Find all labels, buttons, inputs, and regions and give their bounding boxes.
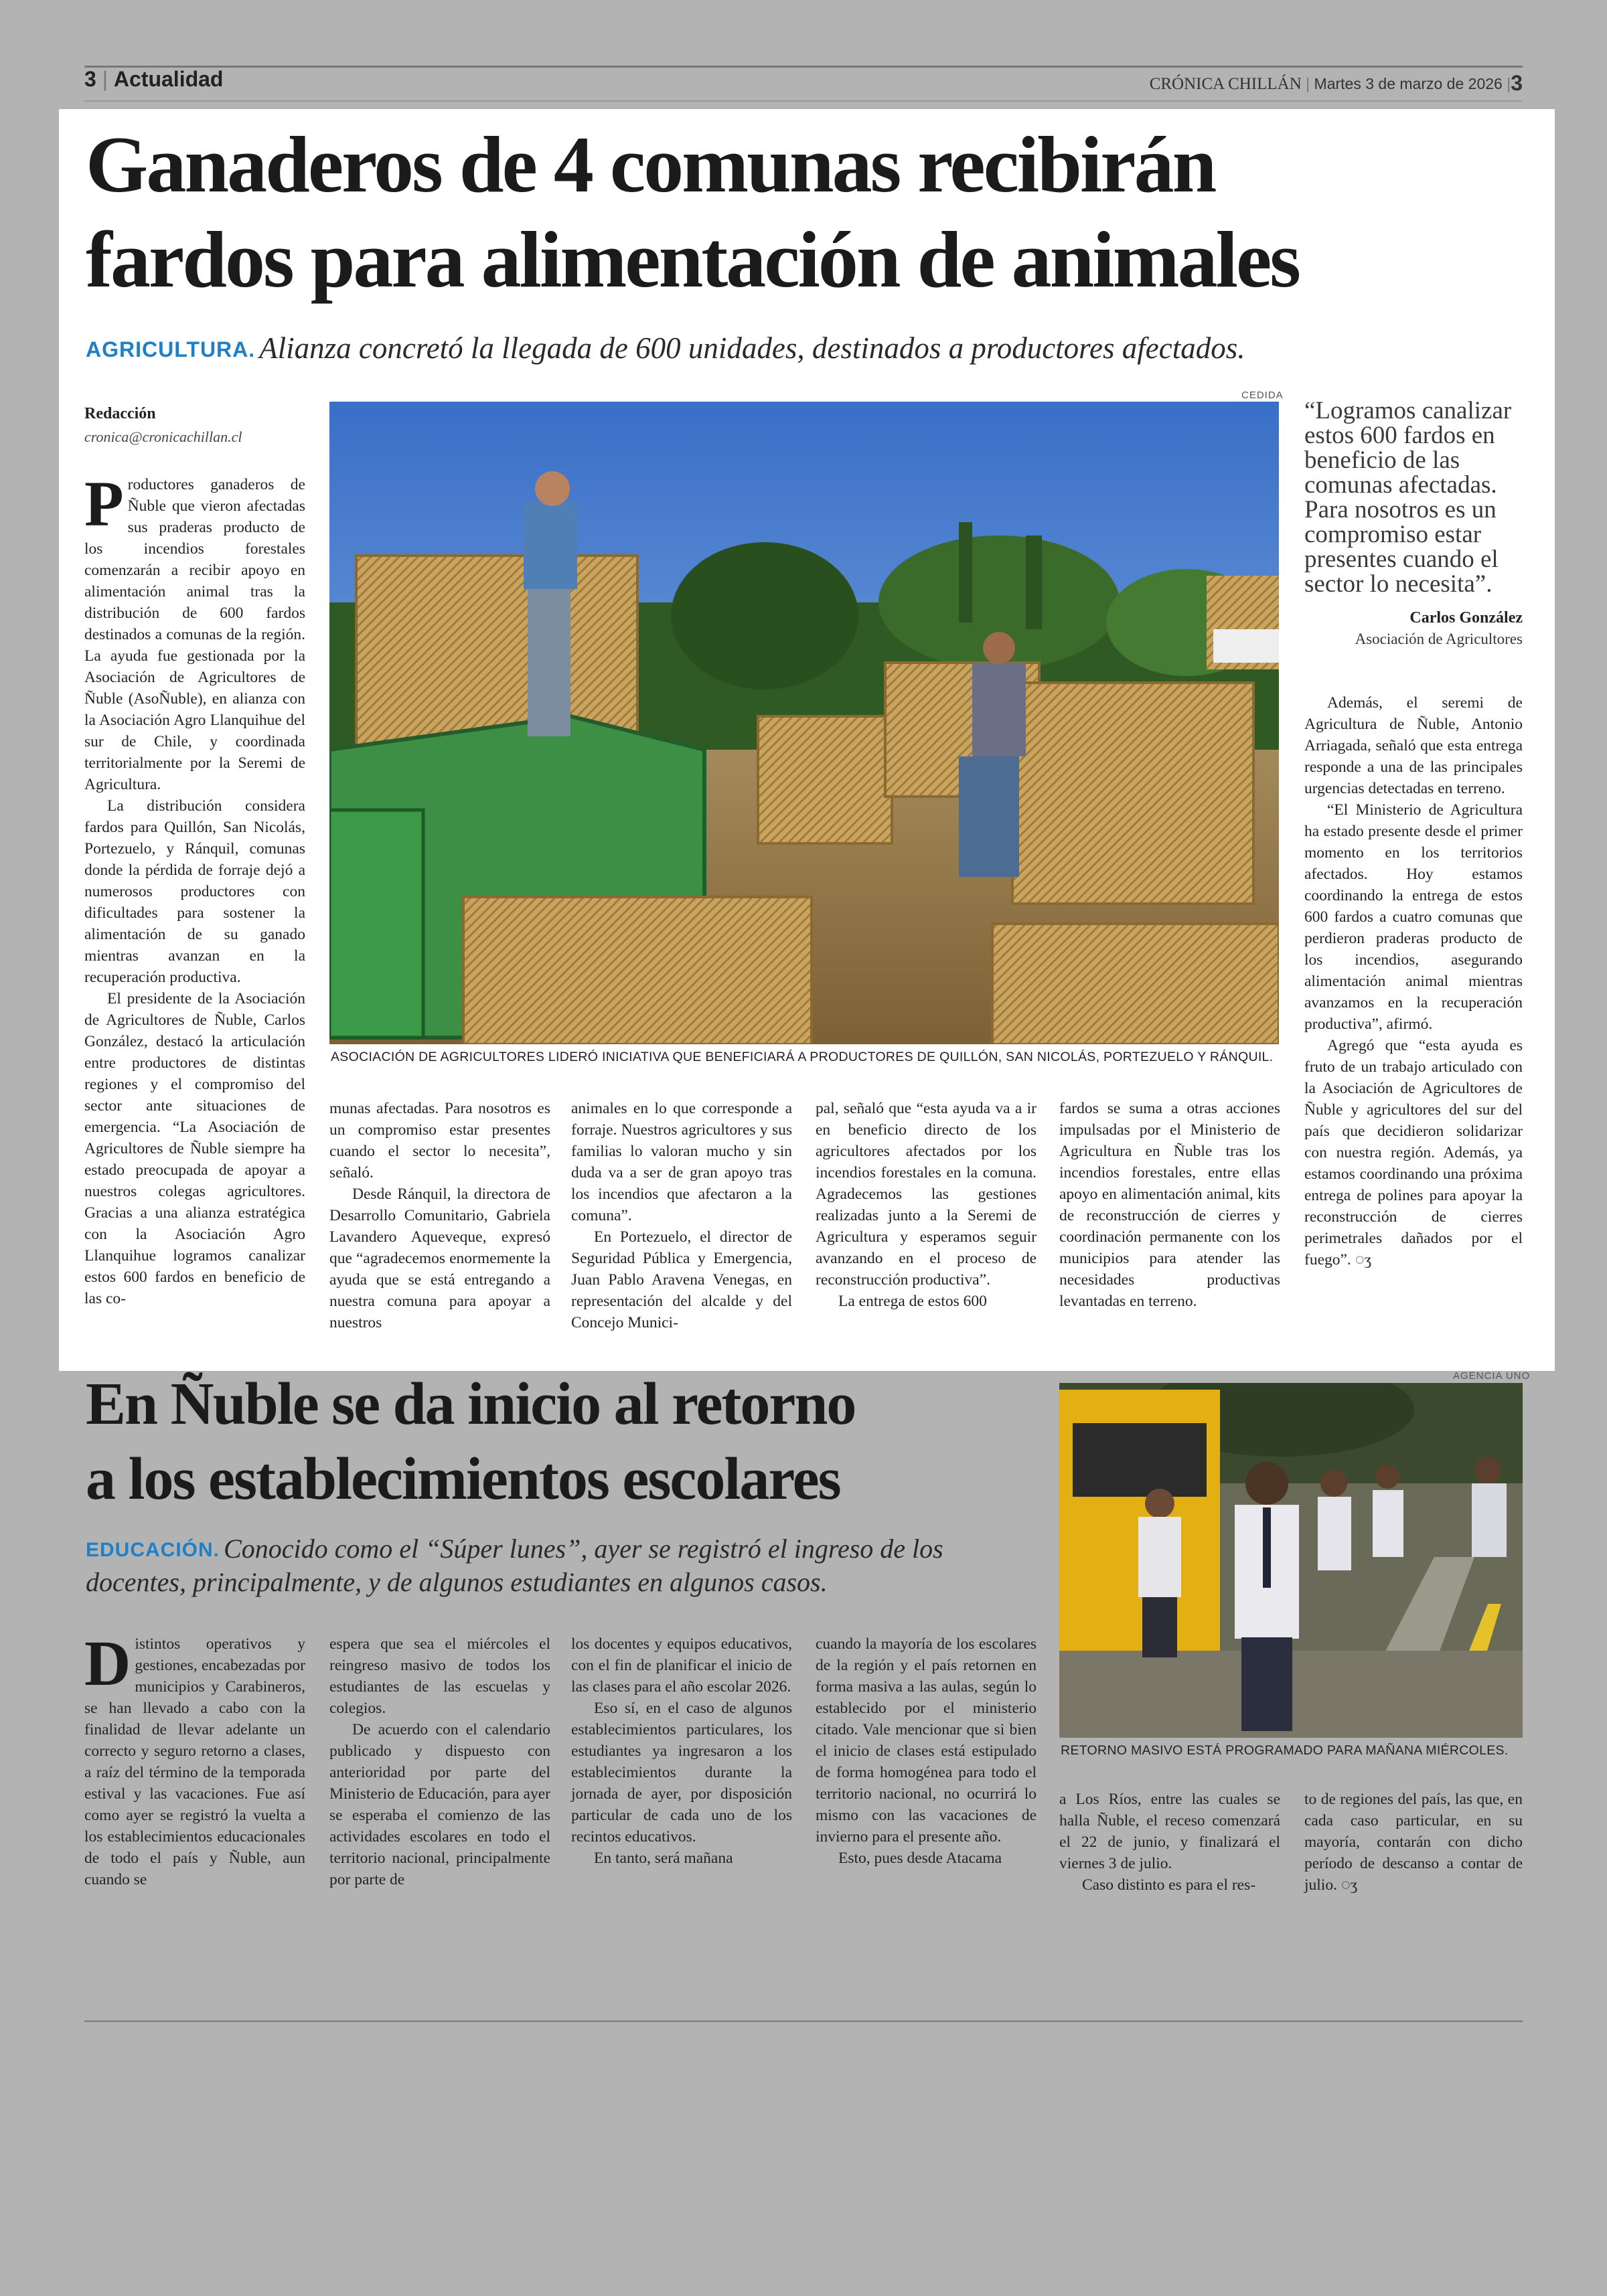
article2-column-2 (329, 1633, 550, 1890)
article2-paragraph: to de regiones del país, las que, en cada caso particular, en su mayoría, contarán con dicho período de descanso a contar de julio. (1304, 1791, 1523, 1894)
article1-paragraph: “El Ministerio de Agricultura ha estado presente desde el primer momento en los territorios afectados. Hoy estamos coordinando la entrega de estos 600 fardos a cuatro comunas que perdieron praderas producto de los incendios, asegurando alimentación animal mientras avanzamos en la recuperación productiva”, afirmó. (1304, 801, 1523, 1033)
article1-paragraph: Desde Ránquil, la directora de Desarrollo Comunitario, Gabriela Lavandero Aqueveque, expresó que “agradecemos enormemente la ayuda que se está entregando a nuestra comuna para apoyar a nuestros (329, 1185, 550, 1331)
pull-quote: “Logramos canalizar estos 600 fardos en beneficio de las comunas afectadas. Para nosotros es un compromiso estar presentes cuando el sector lo necesita”. (1304, 397, 1512, 598)
article2-paragraph: cuando la mayoría de los escolares de la región y el país retornen en forma masiva a las aulas, según lo establecido por el ministerio citado. Vale mencionar que si bien el inicio de clases está estipulado de forma homogénea para todo el territorio nacional, no ocurrirá lo mismo con las vacaciones de invierno para el presente año. (816, 1635, 1037, 1846)
article1-paragraph: El presidente de la Asociación de Agricultores de Ñuble, Carlos González, destacó la articulación entre productores de distintas regiones y el compromiso del sector ante situaciones de emergencia. “La Asociación de Agricultores de Ñuble siempre ha estado preocupada de apoyar a nuestros colegas agricultores. Gracias a una alianza estratégica con la Asociación Agro Llanquihue logramos canalizar estos 600 fardos en beneficio de las co- (84, 990, 305, 1307)
page-header-right: CRÓNICA CHILLÁN | Martes 3 de marzo de 2026 |3 (1149, 71, 1523, 95)
author-email[interactable]: cronica@cronicachillan.cl (84, 428, 242, 445)
article1-paragraph: Agregó que “esta ayuda es fruto de un trabajo articulado con la Asociación de Agricultores de Ñuble y agricultores del sur del país que decidieron solidarizar con nuestra región. Además, ya estamos coordinando una próxima entrega de polines para apoyar la reconstrucción de cierres perimetrales dañados por el fuego”. (1304, 1037, 1523, 1268)
kicker-tag: AGRICULTURA. (86, 337, 256, 361)
article1-column-6 (1304, 692, 1523, 1270)
article1-column-2 (329, 1098, 550, 1333)
article2-headline-line1: En Ñuble se da inicio al retorno (86, 1371, 856, 1437)
hay-bales-photo (329, 402, 1279, 1044)
page-header-left: 3 | Actualidad (84, 67, 224, 91)
article2-paragraph: De acuerdo con el calendario publicado y dispuesto con anterioridad por parte del Ministerio de Educación, para ayer se esperaba el comienzo de las actividades escolares en todo el territorio nacional, principalmente por parte de (329, 1721, 550, 1888)
header-top-rule (84, 66, 1523, 68)
article2-paragraph: los docentes y equipos educativos, con el fin de planificar el inicio de las clases para el año escolar 2026. (571, 1635, 792, 1696)
article1-column-4 (816, 1098, 1037, 1312)
school-return-illustration (1059, 1383, 1523, 1738)
article1-paragraph: La entrega de estos 600 (838, 1293, 987, 1310)
article2-paragraph: Eso sí, en el caso de algunos establecimientos particulares, los estudiantes ya ingresaron a los establecimientos durante la jornada de ayer, por disposición particular de cada uno de los recintos educativos. (571, 1700, 792, 1846)
kicker-text: Alianza concretó la llegada de 600 unidades, destinados a productores afectados. (259, 331, 1245, 365)
article1-column-5 (1059, 1098, 1280, 1312)
end-mark: ◌ʒ (1355, 1251, 1372, 1268)
article1-paragraph: animales en lo que corresponde a forraje. Nuestros agricultores y sus familias lo valoran mucho y sin duda va a ser de gran apoyo tras los incendios que afectaron a la comuna”. (571, 1100, 792, 1224)
article1-paragraph: fardos se suma a otras acciones impulsadas por el Ministerio de Agricultura en Ñuble tras los incendios forestales, entre ellas apoyo en alimentación animal, kits de reconstrucción de cierres y coordinación permanente con los municipios para atender las necesidades productivas levantadas en terreno. (1059, 1100, 1280, 1310)
hay-bales-illustration (329, 402, 1279, 1044)
article2-paragraph: espera que sea el miércoles el reingreso masivo de todos los estudiantes de las escuelas y colegios. (329, 1635, 550, 1717)
issue-date: Martes 3 de marzo de 2026 (1314, 75, 1503, 92)
article1-kicker (86, 331, 1245, 365)
page-number-right: 3 (1511, 71, 1523, 95)
byline: Redacción (84, 405, 156, 422)
article2-kicker (86, 1533, 943, 1598)
photo2-credit: AGENCIA UNO (1453, 1370, 1531, 1382)
header-bottom-rule (84, 100, 1523, 102)
article1-paragraph: La distribución considera fardos para Quillón, San Nicolás, Portezuelo, y Ránquil, comunas donde la pérdida de forraje dejó a numerosos productores con dificultades para sostener la alimentación de su ganado mientras avanzan en la recuperación productiva. (84, 797, 305, 986)
section-name: Actualidad (113, 67, 224, 91)
article1-paragraph: En Portezuelo, el director de Seguridad Pública y Emergencia, Juan Pablo Aravena Venegas, en representación del alcalde y del Concejo Munici- (571, 1228, 792, 1331)
photo1-caption: ASOCIACIÓN DE AGRICULTORES LIDERÓ INICIATIVA QUE BENEFICIARÁ A PRODUCTORES DE QUILLÓN, SAN NICOLÁS, PORTEZUELO Y RÁNQUIL. (331, 1050, 1274, 1064)
article2-paragraph: Esto, pues desde Atacama (838, 1850, 1002, 1867)
article2-column-1 (84, 1627, 305, 1890)
article2-column-3 (571, 1633, 792, 1869)
article1-paragraph: munas afectadas. Para nosotros es un compromiso estar presentes cuando el sector lo necesita”, señaló. (329, 1100, 550, 1181)
school-return-photo (1059, 1383, 1523, 1738)
article1-column-3 (571, 1098, 792, 1333)
article2-column-5 (1059, 1789, 1280, 1896)
dropcap-p: P (84, 468, 124, 540)
photo1-credit: CEDIDA (1241, 390, 1284, 401)
article2-paragraph: Caso distinto es para el res- (1082, 1876, 1256, 1894)
quote-role: Asociación de Agricultores (1355, 631, 1523, 647)
article2-paragraph: a Los Ríos, entre las cuales se halla Ñuble, el receso comenzará el 22 de junio, y finalizará el viernes 3 de julio. (1059, 1791, 1280, 1872)
article1-column-1 (84, 468, 305, 1309)
article2-paragraph: istintos operativos y gestiones, encabezadas por municipios y Carabineros, se han llevado a cabo con la finalidad de llevar adelante un correcto y seguro retorno a clases, a raíz del término de la temporada estival y las vacaciones. Fue así como ayer se registró la vuelta a los establecimientos educacionales de todo el país y Ñuble, aun cuando se (84, 1635, 305, 1888)
dropcap-d: D (84, 1627, 131, 1699)
quote-author: Carlos González (1409, 609, 1523, 627)
article1-paragraph: pal, señaló que “esta ayuda va a ir en beneficio directo de los agricultores afectados por los incendios forestales en la comuna. Agradecemos las gestiones realizadas junto a la Seremi de Agricultura y esperamos seguir avanzando en el proceso de reconstrucción productiva”. (816, 1100, 1037, 1289)
kicker-line1: Conocido como el “Súper lunes”, ayer se registró el ingreso de los (224, 1534, 943, 1564)
kicker-line2: docentes, principalmente, y de algunos estudiantes en algunos casos. (86, 1567, 828, 1597)
photo2-caption: RETORNO MASIVO ESTÁ PROGRAMADO PARA MAÑANA MIÉRCOLES. (1061, 1743, 1509, 1758)
article2-headline-line2: a los establecimientos escolares (86, 1446, 840, 1512)
article1-headline-line2: fardos para alimentación de animales (86, 215, 1299, 304)
article1-paragraph: Además, el seremi de Agricultura de Ñuble, Antonio Arriagada, señaló que esta entrega responde a una de las principales urgencias detectadas en terreno. (1304, 694, 1523, 797)
article2-column-4 (816, 1633, 1037, 1869)
article1-paragraph: roductores ganaderos de Ñuble que vieron afectadas sus praderas producto de los incendios forestales comenzarán a recibir apoyo en alimentación animal tras la distribución de 600 fardos destinados a comunas de la región. La ayuda fue gestionada por la Asociación de Agricultores de Ñuble (AsoÑuble), en alianza con la Asociación Agro Llanquihue del sur de Chile, y coordinada territorialmente por la Seremi de Agricultura. (84, 476, 305, 793)
newspaper-name: CRÓNICA CHILLÁN (1149, 75, 1302, 93)
footer-rule (84, 2020, 1523, 2022)
article1-headline-line1: Ganaderos de 4 comunas recibirán (86, 120, 1215, 209)
kicker-tag: EDUCACIÓN. (86, 1539, 220, 1561)
article2-column-6 (1304, 1789, 1523, 1896)
article2-paragraph: En tanto, será mañana (594, 1850, 733, 1867)
end-mark: ◌ʒ (1341, 1876, 1358, 1894)
page-number: 3 (84, 67, 96, 91)
